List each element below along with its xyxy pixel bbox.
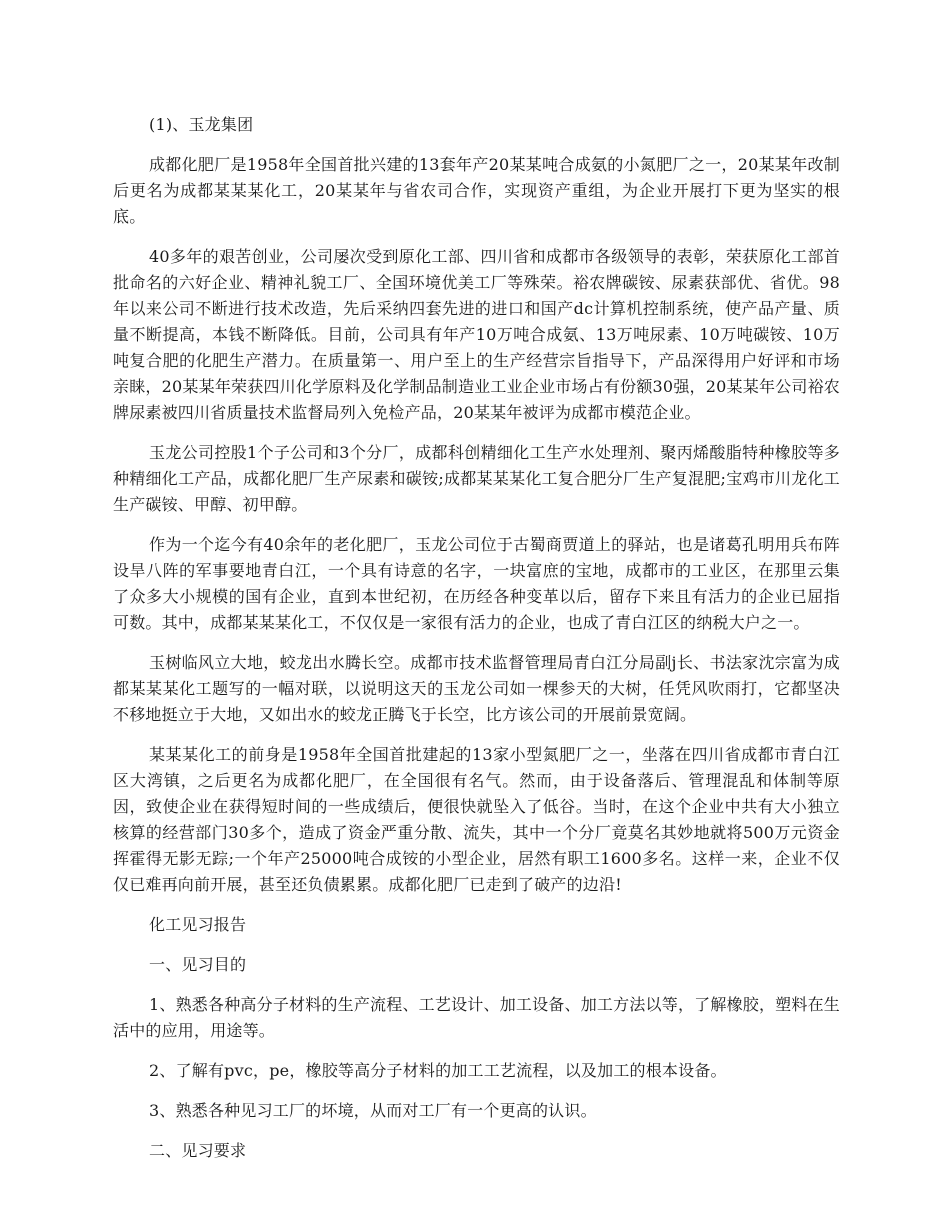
paragraph-couplet: 玉树临风立大地，蛟龙出水腾长空。成都市技术监督管理局青白江分局副j长、书法家沈宗富为成都某某某化工题写的一幅对联，以说明这天的玉龙公司如一棵参天的大树，任凭风吹雨打，它都坚决不移地挺立于大地，又如出水的蛟龙正腾飞于长空，比方该公司的开展前景宽阔。 — [113, 653, 840, 724]
paragraph-company-location: 作为一个迄今有40余年的老化肥厂，玉龙公司位于古蜀商贾道上的驿站，也是诸葛孔明用兵布阵设旱八阵的军事要地青白江，一个具有诗意的名字，一块富庶的宝地，成都市的工业区，在那里云集了众多大小规模的国有企业，直到本世纪初，在历经各种变革以后，留存下来且有活力的企业已屈指可数。其中，成都某某某化工，不仅仅是一家很有活力的企业，也成了青白江区的纳税大户之一。 — [113, 535, 840, 632]
section-heading-purpose: 一、见习目的 — [149, 955, 247, 974]
document-page — [113, 112, 840, 1178]
report-title: 化工见习报告 — [149, 915, 247, 934]
paragraph-predecessor: 某某某化工的前身是1958年全国首批建起的13家小型氮肥厂之一，坐落在四川省成都市青白江区大湾镇，之后更名为成都化肥厂，在全国很有名气。然而，由于设备落后、管理混乱和体制等原因，致使企业在获得短时间的一些成绩后，便很快就坠入了低谷。当时，在这个企业中共有大小独立核算的经营部门30多个，造成了资金严重分散、流失，其中一个分厂竟莫名其妙地就将500万元资金挥霍得无影无踪;一个年产25000吨合成铵的小型企业，居然有职工1600多名。这样一来，企业不仅仅已难再向前开展，甚至还负债累累。成都化肥厂已走到了破产的边沿! — [113, 745, 840, 894]
purpose-item-3: 3、熟悉各种见习工厂的坏境，从而对工厂有一个更高的认识。 — [149, 1101, 597, 1120]
purpose-item-1: 1、熟悉各种高分子材料的生产流程、工艺设计、加工设备、加工方法以等，了解橡胶，塑料在生活中的应用，用途等。 — [113, 995, 840, 1040]
section-heading-yulong-group: (1)、玉龙集团 — [149, 115, 254, 134]
paragraph-chengdu-fertilizer-history: 成都化肥厂是1958年全国首批兴建的13套年产20某某吨合成氨的小氮肥厂之一，20某某年改制后更名为成都某某某化工，20某某年与省农司合作，实现资产重组，为企业开展打下更为坚实的根底。 — [113, 155, 840, 226]
paragraph-company-honors: 40多年的艰苦创业，公司屡次受到原化工部、四川省和成都市各级领导的表彰，荣获原化工部首批命名的六好企业、精神礼貌工厂、全国环境优美工厂等殊荣。裕农牌碳铵、尿素获部优、省优。98年以来公司不断进行技术改造，先后采纳四套先进的进口和国产dc计算机控制系统，使产品产量、质量不断提高，本钱不断降低。目前，公司具有年产10万吨合成氨、13万吨尿素、10万吨碳铵、10万吨复合肥的化肥生产潜力。在质量第一、用户至上的生产经营宗旨指导下，产品深得用户好评和市场亲睐，20某某年荣获四川化学原料及化学制品制造业工业企业市场占有份额30强，20某某年公司裕农牌尿素被四川省质量技术监督局列入免检产品，20某某年被评为成都市模范企业。 — [113, 247, 840, 422]
section-heading-requirements: 二、见习要求 — [149, 1141, 247, 1160]
paragraph-subsidiaries: 玉龙公司控股1个子公司和3个分厂，成都科创精细化工生产水处理剂、聚丙烯酸脂特种橡胶等多种精细化工产品，成都化肥厂生产尿素和碳铵;成都某某某化工复合肥分厂生产复混肥;宝鸡市川龙化工生产碳铵、甲醇、初甲醇。 — [113, 443, 840, 514]
purpose-item-2: 2、了解有pvc，pe，橡胶等高分子材料的加工工艺流程，以及加工的根本设备。 — [149, 1061, 727, 1080]
